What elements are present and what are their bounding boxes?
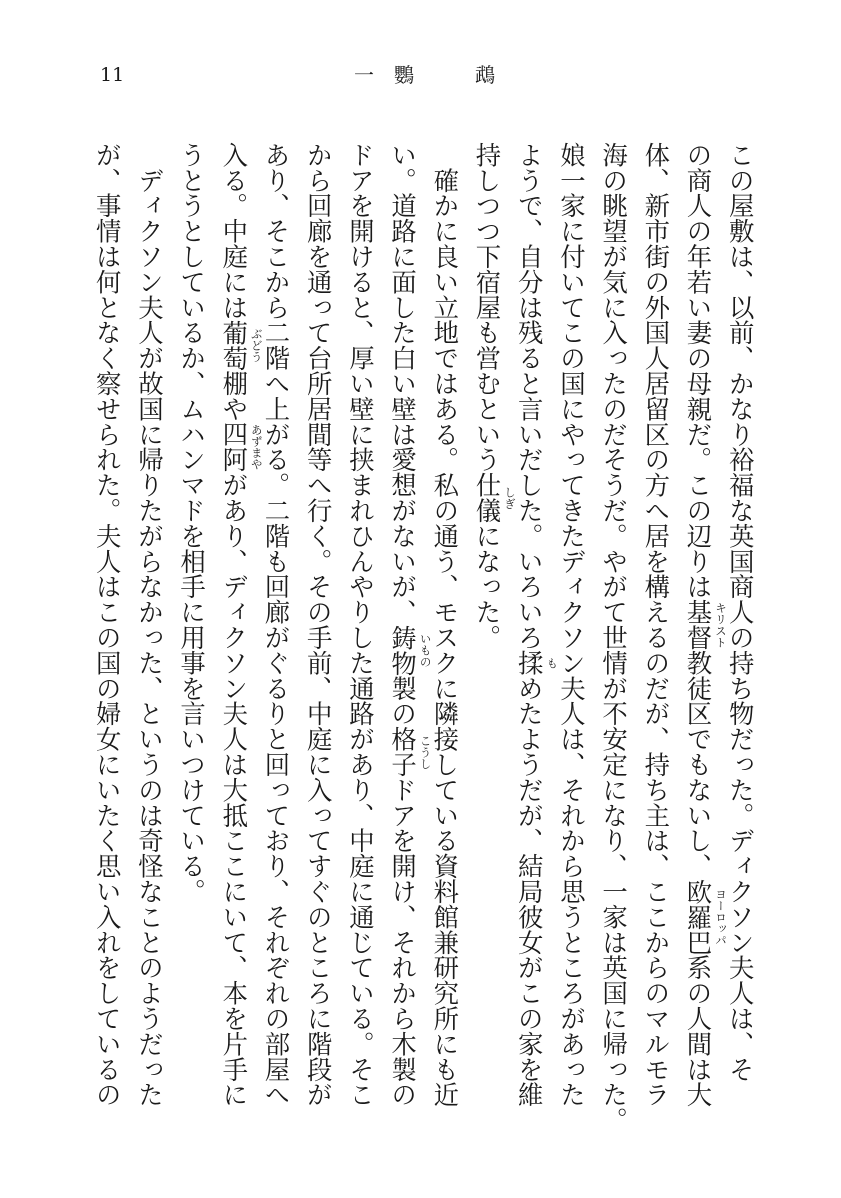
text-run: ドアを開け、それから木製の	[388, 777, 419, 1108]
text-column-15	[134, 142, 165, 1108]
text-column-1	[725, 142, 756, 1082]
ruby-base: 欧羅巴	[683, 878, 714, 955]
ruby-base: 鋳物	[388, 624, 419, 676]
ruby-group	[472, 472, 517, 524]
ruby-group	[219, 421, 264, 473]
ruby-base: 葡萄	[219, 319, 250, 371]
text-run: から回廊を通って台所居間等へ行く。その手前、中庭に入ってすぐのところに階段が	[303, 142, 334, 1108]
text-run: 教徒区でもないし、	[683, 650, 714, 879]
text-run: 娘一家に付いてこの国にやってきたディクソン夫人は、それから思うところがあった	[556, 142, 587, 1108]
text-column-6	[514, 142, 560, 1108]
text-column-16	[92, 142, 123, 1108]
ruby-text: あずまや	[249, 423, 264, 470]
ruby-group	[683, 878, 728, 955]
text-run: になった。	[472, 523, 503, 651]
text-run: めたようだが、結局彼女がこの家を維	[514, 675, 545, 1108]
text-run: の商人の年若い妻の母親だ。この辺りは	[683, 142, 714, 600]
text-column-2	[683, 142, 728, 1108]
text-column-11	[303, 142, 334, 1108]
text-column-13	[219, 142, 264, 1108]
text-run: い。道路に面した白い壁は愛想がないが、	[388, 142, 419, 625]
ruby-text: キリスト	[714, 601, 728, 648]
text-run: ドアを開けると、厚い壁に挟まれひんやりした通路があり、中庭に通じている。そこ	[345, 142, 376, 1108]
text-run: 系の人間は大	[683, 954, 714, 1108]
ruby-group	[683, 599, 728, 651]
text-run: が、事情は何となく察せられた。夫人はこの国の婦女にいたく思い入れをしているの	[92, 142, 123, 1108]
ruby-base: 基督	[683, 599, 714, 651]
text-run: うとうとしているか、ムハンマドを相手に用事を言いつけている。	[177, 142, 208, 904]
running-title-char-1: 鸚	[394, 63, 414, 87]
text-run: 体、新市街の外国人居留区の方へ居を構えるのだが、持ち主は、ここからのマルモラ	[641, 142, 672, 1108]
text-column-7	[472, 142, 517, 651]
text-column-3	[641, 142, 672, 1108]
ruby-text: も	[545, 656, 560, 669]
ruby-base: 四阿	[219, 421, 250, 473]
text-run: ようで、自分は残ると言いだした。いろいろ	[514, 142, 545, 650]
text-column-10	[345, 142, 376, 1108]
ruby-base: 揉	[514, 650, 545, 676]
ruby-text: いもの	[418, 632, 433, 668]
ruby-group	[388, 624, 433, 676]
text-run: あり、そこから二階へ上がる。二階も回廊がぐるりと回っており、それぞれの部屋へ	[261, 142, 292, 1108]
text-run: 持しつつ下宿屋も営むという	[472, 142, 503, 473]
ruby-group	[219, 319, 264, 371]
text-column-9	[388, 142, 433, 1108]
text-run: ディクソン夫人が故国に帰りたがらなかった、というのは奇怪なことのようだった	[134, 142, 165, 1108]
ruby-text: ぶどう	[249, 327, 264, 363]
text-run: この屋敷は、以前、かなり裕福な英国商人の持ち物だった。ディクソン夫人は、そ	[725, 142, 756, 1082]
ruby-group	[514, 650, 560, 676]
text-column-4	[599, 142, 630, 1133]
page-number: 11	[100, 64, 125, 86]
text-run: があり、ディクソン夫人は大抵ここにいて、本を片手に	[219, 472, 250, 1108]
text-run: 確かに良い立地ではある。私の通う、モスクに隣接している資料館兼研究所にも近	[430, 142, 461, 1108]
ruby-text: ヨーロッパ	[714, 887, 728, 946]
running-title-char-2: 鵡	[475, 63, 495, 87]
text-run: 製の	[388, 675, 419, 727]
ruby-base: 格子	[388, 726, 419, 778]
ruby-text: しぎ	[503, 486, 517, 510]
text-run: 入る。中庭には	[219, 142, 250, 320]
text-run: 棚や	[219, 370, 250, 422]
ruby-text: こうし	[418, 734, 433, 769]
text-column-12	[261, 142, 292, 1108]
text-column-8	[430, 142, 461, 1108]
text-run: 海の眺望が気に入ったのだそうだ。やがて世情が不安定になり、一家は英国に帰った。	[599, 142, 630, 1133]
ruby-base: 仕儀	[472, 472, 503, 524]
text-column-5	[556, 142, 587, 1108]
ruby-group	[388, 726, 433, 778]
chapter-number: 一	[354, 63, 374, 87]
text-column-14	[177, 142, 208, 904]
